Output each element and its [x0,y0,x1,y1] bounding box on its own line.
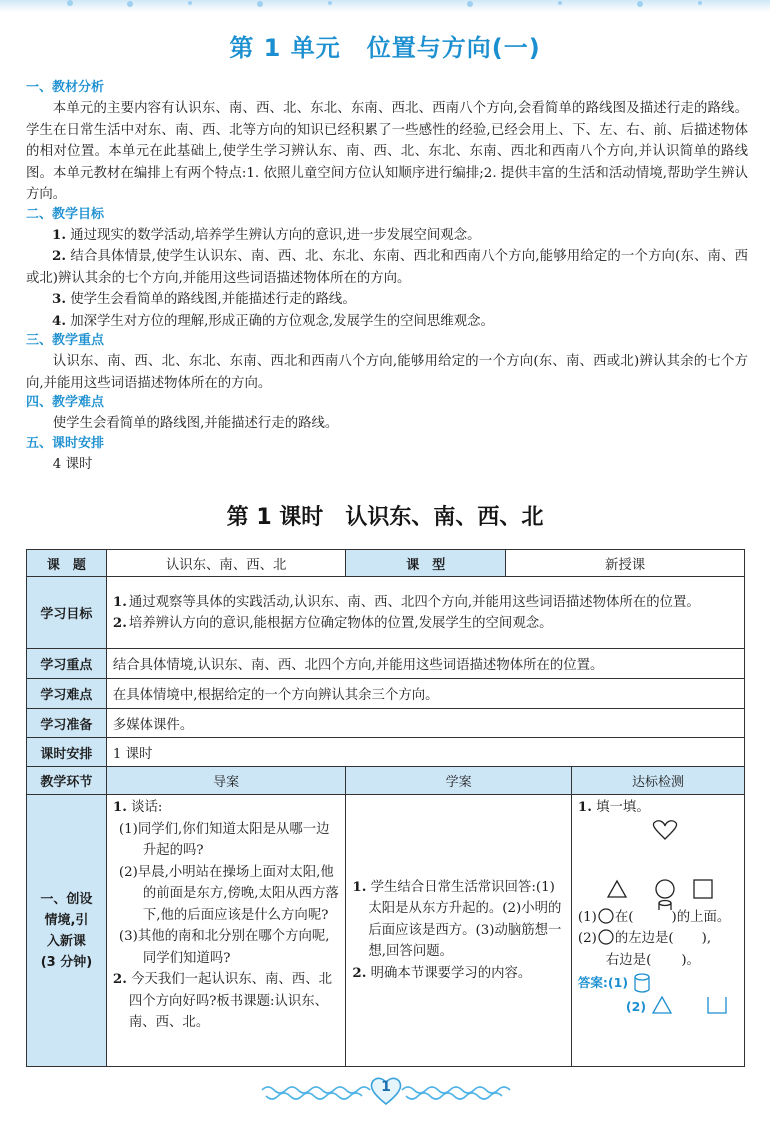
cylinder-answer-icon [632,971,652,995]
unit-overview [26,79,748,475]
preparation-value: 多媒体课件。 [106,709,744,738]
header-study: 学案 [346,767,572,795]
difficulty-paragraph: 使学生会看简单的路线图,并能描述行走的路线。 [52,416,339,431]
objective-item: 4. 加深学生对方位的理解,形成正确的方位观念,发展学生的空间思维观念。 [52,312,494,329]
check-item: 1. 填一填。 [577,799,650,815]
objective-item: 2. 结合具体情景,使学生认识东、南、西、北、东北、东南、西北和西南八个方向,能够用给定的一个方向(东、南、西或北)辨认其余的七个方向,并能用这些词语描述物体所在的方向。 [26,248,749,286]
lesson-name: 认识东、南、西、北 [345,505,544,530]
goal-item: 1. 通过观察等具体的实践活动,认识东、南、西、北四个方向,并能用这些词语描述物体所在的位置。 [112,593,700,610]
key-label: 学习重点 [27,649,107,679]
section-heading: 二、教学目标 [26,206,105,222]
guide-cell [106,795,346,1067]
study-cell [346,795,572,1067]
key-value: 结合具体情境,认识东、南、西、北四个方向,并能用这些词语描述物体所在的位置。 [106,649,744,679]
guide-item: 2. 今天我们一起认识东、南、西、北四个方向好吗?板书课题:认识东、南、西、北。 [112,971,332,1030]
check-cell [571,795,744,1067]
triangle-icon [608,881,626,897]
objective-item: 1. 通过现实的数学活动,培养学生辨认方向的意识,进一步发展空间观念。 [52,226,481,243]
square-icon [694,880,712,898]
guide-question: (2)早晨,小明站在操场上面对太阳,他的前面是东方,傍晚,太阳从西方落下,他的后面应该是什么方向呢? [118,864,339,923]
difficulty-value: 在具体情境中,根据给定的一个方向辨认其余三个方向。 [106,679,744,709]
guide-question: (1)同学们,你们知道太阳是从哪一边升起的吗? [118,821,330,858]
fill-question-1: (1) 在( )的上面。 [577,909,731,925]
stage-cell: 一、创设 情境,引 入新课 (3 分钟) [27,795,107,1067]
square-answer-icon [705,995,731,1015]
goal-list [106,577,744,649]
study-item: 1. 学生结合日常生活常识回答:(1)太阳是从东方升起的。(2)小明的后面应该是西方。(3)动脑筋想一想,回答问题。 [352,878,562,960]
shapes-figure [578,819,738,911]
unit-title [0,28,770,63]
section-heading: 五、课时安排 [26,435,105,451]
lesson-number: 第 1 课时 [226,505,324,530]
textbook-analysis-paragraph: 本单元的主要内容有认识东、南、西、北、东北、东南、西北、西南八个方向,会看简单的路线图及描述行走的路线。学生在日常生活中对东、南、西、北等方向的知识已经积累了一些感性的经验,已经会用上、下、左、右、前、后描述物体的相对位置。本单元在此基础上,使学生学习辨认东、南、西、北、东北、东南、西北和西南八个方向,并认识简单的路线图。本单元教材在编排上有两个特点:1. 依照儿童空间方位认知顺序进行编排;2. 提供丰富的生活和活动情境,帮助学生辨认方向。 [26,101,748,202]
circle-icon [656,880,674,898]
circle-icon [597,929,615,945]
answer-line-2: (2) [578,995,738,1019]
unit-number: 第 1 单元 [229,34,341,62]
page-number: 1 [381,1079,391,1095]
schedule-value: 1 课时 [106,738,744,767]
lesson-title [0,500,770,531]
topic-label: 课 题 [27,550,107,577]
header-check: 达标检测 [571,767,744,795]
fill-question-2: (2) 的左边是( ), 右边是( )。 [577,931,712,968]
top-decoration [0,0,770,12]
unit-name: 位置与方向(一) [366,34,541,62]
difficulty-label: 学习难点 [27,679,107,709]
schedule-label: 课时安排 [27,738,107,767]
type-label: 课 型 [346,550,506,577]
preparation-label: 学习准备 [27,709,107,738]
lesson-plan-table [26,549,745,1067]
triangle-answer-icon [650,995,674,1015]
topic-value: 认识东、南、西、北 [106,550,346,577]
goal-item: 2. 培养辨认方向的意识,能根据方位确定物体的位置,发展学生的空间观念。 [112,614,553,631]
section-heading: 三、教学重点 [26,333,105,348]
study-item: 2. 明确本节课要学习的内容。 [352,964,532,981]
key-point-paragraph: 认识东、南、西、北、东北、东南、西北和西南八个方向,能够用给定的一个方向(东、南、西或北)辨认其余的七个方向,并能用这些词语描述物体所在的方向。 [26,354,748,391]
section-heading: 一、教材分析 [26,80,105,95]
header-stage: 教学环节 [27,767,107,795]
circle-icon [597,908,615,924]
guide-question: (3)其他的南和北分别在哪个方向呢,同学们知道吗? [118,929,330,966]
header-guide: 导案 [106,767,346,795]
objective-item: 3. 使学生会看简单的路线图,并能描述行走的路线。 [52,291,356,307]
goal-label: 学习目标 [27,577,107,649]
section-heading: 四、教学难点 [26,395,105,410]
answer-line-1: 答案:(1) [578,971,738,995]
type-value: 新授课 [506,550,745,577]
guide-item: 1. 谈话: [112,799,163,815]
heart-icon [653,820,676,838]
schedule-paragraph: 4 课时 [52,456,93,472]
